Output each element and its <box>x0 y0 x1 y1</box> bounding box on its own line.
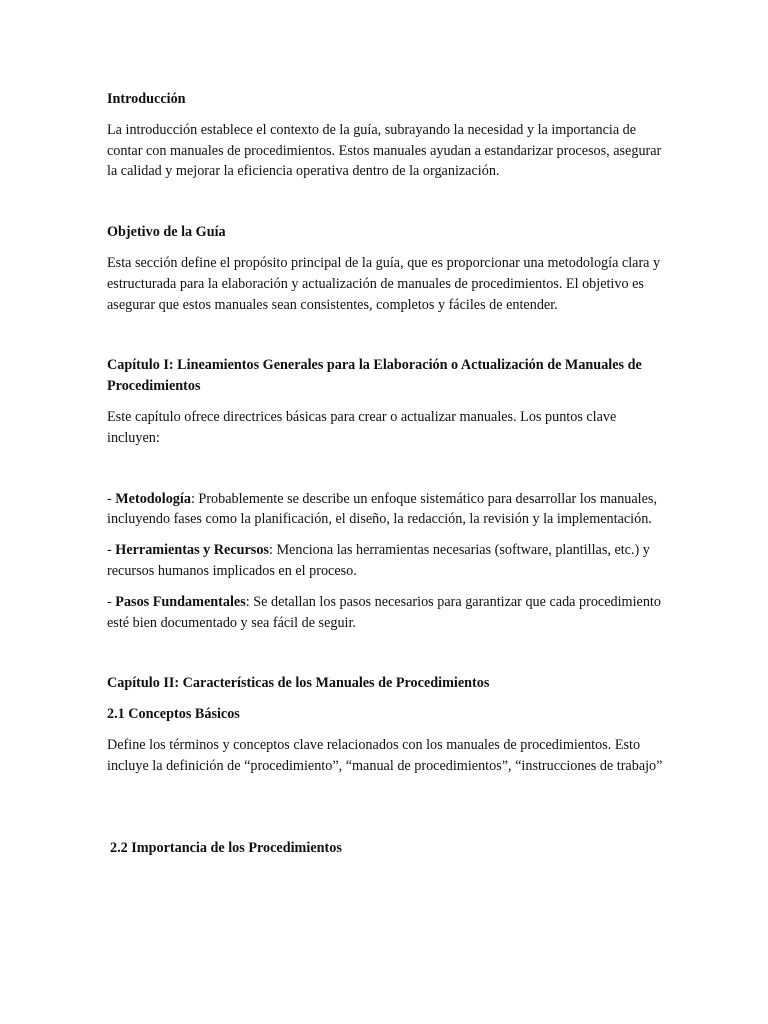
document-body <box>107 89 667 858</box>
intro-heading: Introducción <box>107 91 186 107</box>
section-2-2-heading: 2.2 Importancia de los Procedimientos <box>110 839 342 856</box>
list-item-steps <box>107 592 667 634</box>
list-item-tools <box>107 540 667 582</box>
list-item-term: Metodología <box>115 490 191 507</box>
list-item-prefix: - <box>107 542 116 559</box>
section-2-1-paragraph: Define los términos y conceptos clave relacionados con los manuales de procedimientos. Esto incluye la definición de “procedimiento”, “manual de procedimientos”, “instrucciones de trabajo” <box>107 736 663 774</box>
intro-paragraph: La introducción establece el contexto de la guía, subrayando la necesidad y la importancia de contar con manuales de procedimientos. Estos manuales ayudan a estandarizar procesos, asegurar la calidad y mejorar la eficiencia operativa dentro de la organización. <box>107 121 662 180</box>
objective-heading: Objetivo de la Guía <box>107 224 226 241</box>
list-item-text: : Se detallan los pasos necesarios para garantizar que cada procedimiento esté bien documentado y sea fácil de seguir. <box>107 593 661 631</box>
chapter1-paragraph: Este capítulo ofrece directrices básicas para crear o actualizar manuales. Los puntos clave incluyen: <box>107 408 617 446</box>
objective-paragraph: Esta sección define el propósito principal de la guía, que es proporcionar una metodología clara y estructurada para la elaboración y actualización de manuales de procedimientos. El objetivo es asegurar que estos manuales sean consistentes, completos y fáciles de entender. <box>107 254 661 313</box>
chapter2-heading: Capítulo II: Características de los Manuales de Procedimientos <box>107 675 490 692</box>
list-item-text: : Probablemente se describe un enfoque sistemático para desarrollar los manuales, incluyendo fases como la planificación, el diseño, la redacción, la revisión y la implementación. <box>107 490 657 528</box>
list-item-prefix: - <box>107 593 116 610</box>
list-item-term: Pasos Fundamentales <box>115 593 246 610</box>
list-item-text: : Menciona las herramientas necesarias (software, plantillas, etc.) y recursos humanos implicados en el proceso. <box>107 542 650 579</box>
list-item-prefix: - <box>107 490 116 507</box>
list-item-methodology <box>107 489 667 531</box>
list-item-term: Herramientas y Recursos <box>115 542 269 559</box>
chapter1-heading: Capítulo I: Lineamientos Generales para la Elaboración o Actualización de Manuales de Procedimientos <box>107 357 642 395</box>
section-2-1-heading: 2.1 Conceptos Básicos <box>107 706 240 723</box>
